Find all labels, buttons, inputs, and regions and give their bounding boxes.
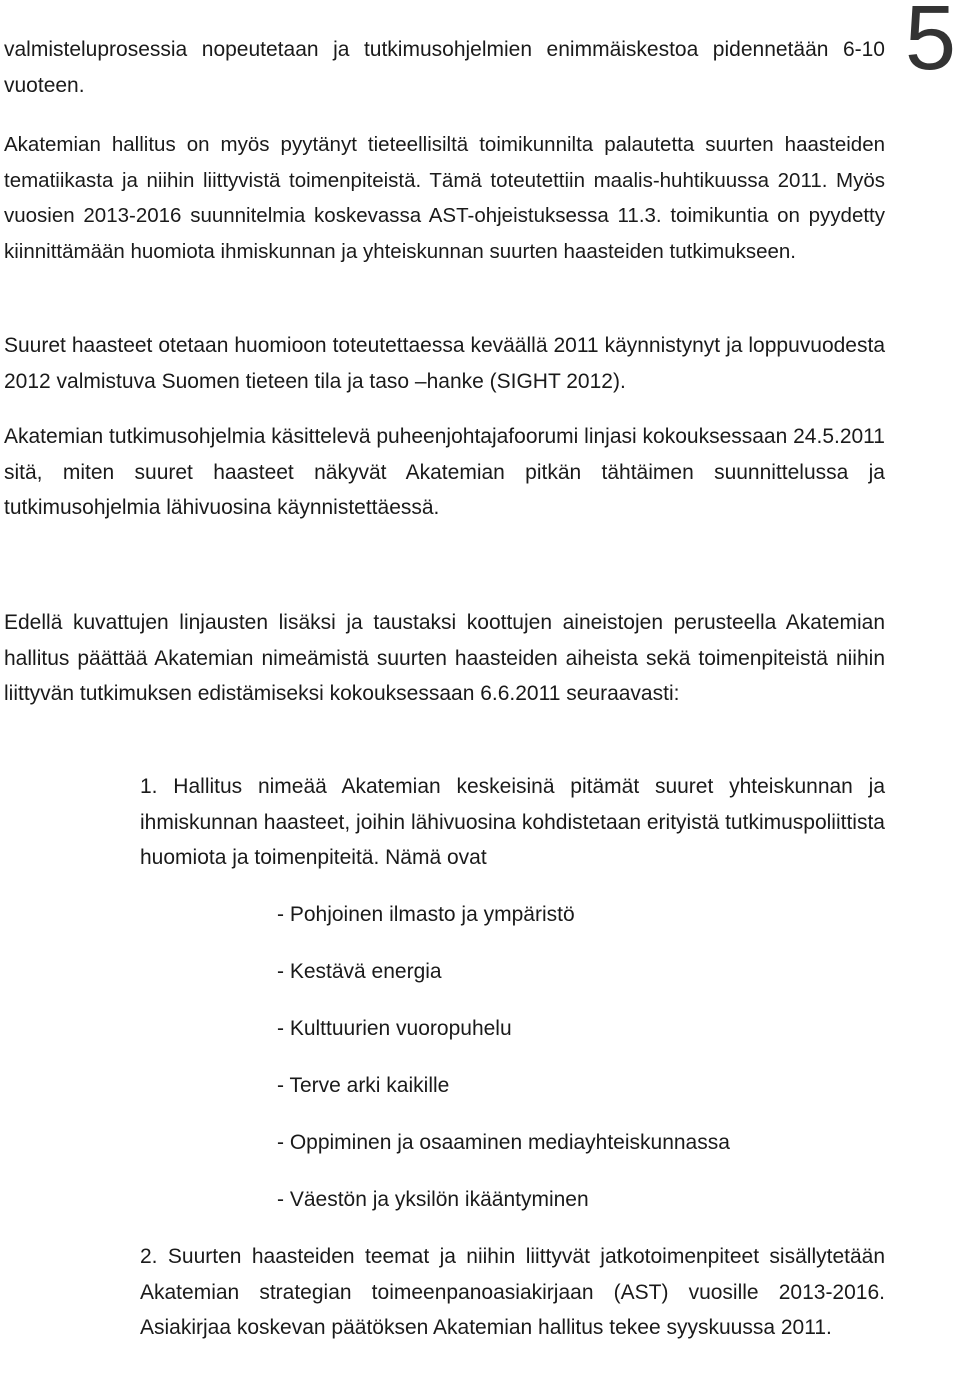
theme-item: - Kulttuurien vuoropuhelu bbox=[277, 1017, 512, 1040]
paragraph-5: Edellä kuvattujen linjausten lisäksi ja taustaksi koottujen aineistojen perusteella Akatemian hallitus päättää Akatemian nimeämistä suurten haasteiden aiheista sekä toimenpiteistä niihin liittyvän tutkimuksen edistämiseksi kokouksessaan 6.6.2011 seuraavasti: bbox=[4, 611, 885, 705]
theme-item: - Väestön ja yksilön ikääntyminen bbox=[277, 1188, 589, 1211]
paragraph-2: Akatemian hallitus on myös pyytänyt tieteellisiltä toimikunnilta palautetta suurten haasteiden tematiikasta ja niihin liittyvistä toimenpiteistä. Tämä toteutettiin maalis-huhtikuussa 2011. Myös vuosien 2013-2016 suunnitelmia koskevassa AST-ohjeistuksessa 11.3. toimikuntia on pyydetty kiinnittämään huomiota ihmiskunnan ja yhteiskunnan suurten haasteiden tutkimukseen. bbox=[4, 133, 885, 263]
theme-item: - Pohjoinen ilmasto ja ympäristö bbox=[277, 903, 575, 926]
page-number: 5 bbox=[904, 0, 956, 89]
theme-item: - Kestävä energia bbox=[277, 960, 442, 983]
numbered-item-1: 1. Hallitus nimeää Akatemian keskeisinä pitämät suuret yhteiskunnan ja ihmiskunnan haasteet, joihin lähivuosina kohdistetaan erityistä tutkimuspoliittista huomiota ja toimenpiteitä. Nämä ovat bbox=[140, 775, 885, 869]
paragraph-1: valmisteluprosessia nopeutetaan ja tutkimusohjelmien enimmäiskestoa pidennetään 6-10 vuoteen. bbox=[4, 38, 885, 97]
theme-item: - Terve arki kaikille bbox=[277, 1074, 450, 1097]
paragraph-3: Suuret haasteet otetaan huomioon toteutettaessa keväällä 2011 käynnistynyt ja loppuvuodesta 2012 valmistuva Suomen tieteen tila ja taso –hanke (SIGHT 2012). bbox=[4, 334, 885, 393]
numbered-item-2: 2. Suurten haasteiden teemat ja niihin liittyvät jatkotoimenpiteet sisällytetään Akatemian strategian toimeenpanoasiakirjaan (AST) vuosille 2013-2016. Asiakirjaa koskevan päätöksen Akatemian hallitus tekee syyskuussa 2011. bbox=[140, 1245, 885, 1339]
paragraph-4: Akatemian tutkimusohjelmia käsittelevä puheenjohtajafoorumi linjasi kokouksessaan 24.5.2011 sitä, miten suuret haasteet näkyvät Akatemian pitkän tähtäimen suunnittelussa ja tutkimusohjelmia lähivuosina käynnistettäessä. bbox=[4, 425, 885, 519]
theme-item: - Oppiminen ja osaaminen mediayhteiskunnassa bbox=[277, 1131, 730, 1154]
